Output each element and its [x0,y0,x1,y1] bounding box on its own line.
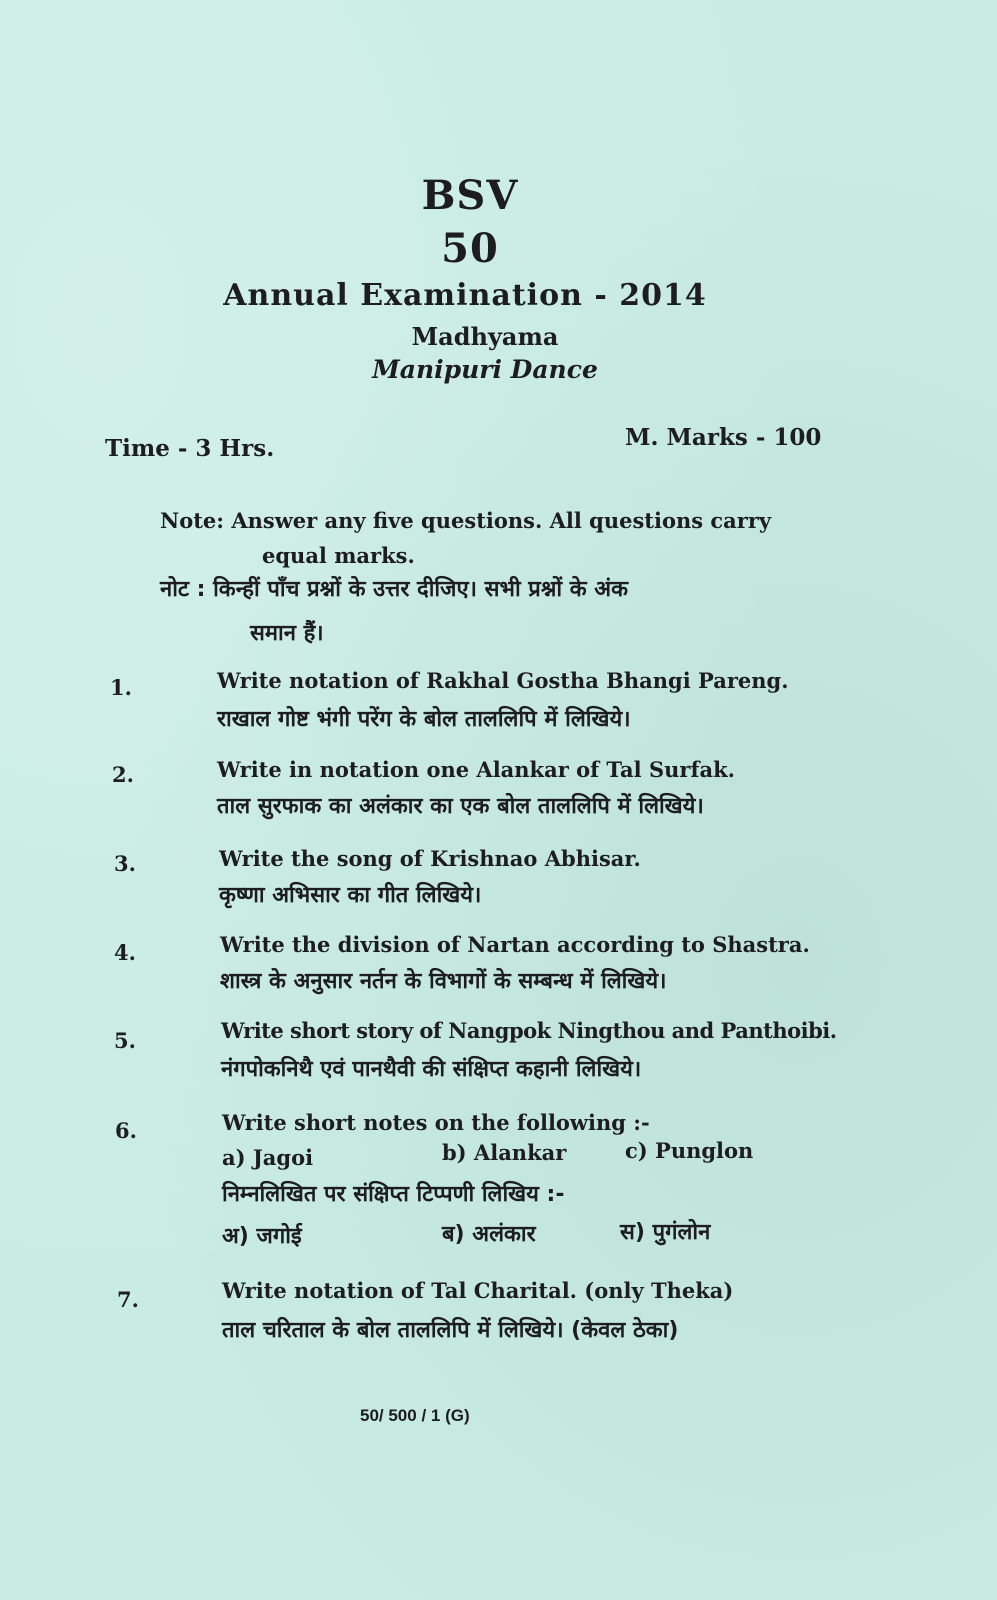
exam-title: Annual Examination - 2014 [223,278,707,313]
question-text-hi: निम्नलिखित पर संक्षिप्त टिप्पणी लिखिय :- [222,1182,565,1207]
question-number: 1. [110,675,132,700]
note-hi-line1: नोट : किन्हीं पाँच प्रश्नों के उत्तर दीजिए। सभी प्रश्नों के अंक [160,577,628,602]
exam-subject: Manipuri Dance [372,355,598,384]
exam-level: Madhyama [411,322,559,351]
note-en-line1: Note: Answer any five questions. All questions carry [160,508,772,533]
question-text-hi: नंगपोकनिथै एवं पानथैवी की संक्षिप्त कहानी लिखिये। [221,1057,642,1082]
question-text-en: Write in notation one Alankar of Tal Surfak. [217,757,735,782]
question-text-hi: राखाल गोष्ट भंगी परेंग के बोल ताललिपि में लिखिये। [217,707,631,732]
option-en-c: c) Punglon [625,1138,754,1163]
question-text-hi: ताल सुरफाक का अलंकार का एक बोल ताललिपि में लिखिये। [217,794,704,819]
question-text-en: Write short notes on the following :- [222,1110,650,1135]
option-hi-c: स) पुगंलोन [620,1220,711,1245]
question-text-en: Write the song of Krishnao Abhisar. [219,846,641,871]
question-number: 6. [115,1118,137,1143]
question-text-en: Write notation of Tal Charital. (only Theka) [222,1278,734,1303]
option-hi-a: अ) जगोई [222,1224,302,1249]
paper-code: BSV [421,172,519,219]
question-number: 2. [112,762,134,787]
option-en-b: b) Alankar [442,1140,567,1165]
max-marks: M. Marks - 100 [625,424,822,451]
question-number: 3. [114,851,136,876]
time-allowed: Time - 3 Hrs. [105,435,275,462]
question-number: 4. [114,940,136,965]
option-hi-b: ब) अलंकार [442,1222,536,1247]
question-number: 7. [117,1287,139,1312]
question-text-en: Write the division of Nartan according to Shastra. [220,932,810,957]
question-text-hi: कृष्णा अभिसार का गीत लिखिये। [219,883,482,908]
question-number: 5. [114,1028,136,1053]
option-en-a: a) Jagoi [222,1145,314,1170]
question-text-hi: ताल चरिताल के बोल ताललिपि में लिखिये। (केवल ठेका) [222,1318,679,1343]
question-text-en: Write notation of Rakhal Gostha Bhangi Pareng. [217,668,789,693]
question-text-hi: शास्त्र के अनुसार नर्तन के विभागों के सम्बन्ध में लिखिये। [220,969,667,994]
note-en-line2: equal marks. [262,543,415,568]
paper-number: 50 [441,225,499,272]
question-text-en: Write short story of Nangpok Ningthou and Panthoibi. [221,1018,837,1043]
note-hi-line2: समान हैं। [250,621,324,646]
paper-footer-code: 50/ 500 / 1 (G) [360,1406,470,1425]
